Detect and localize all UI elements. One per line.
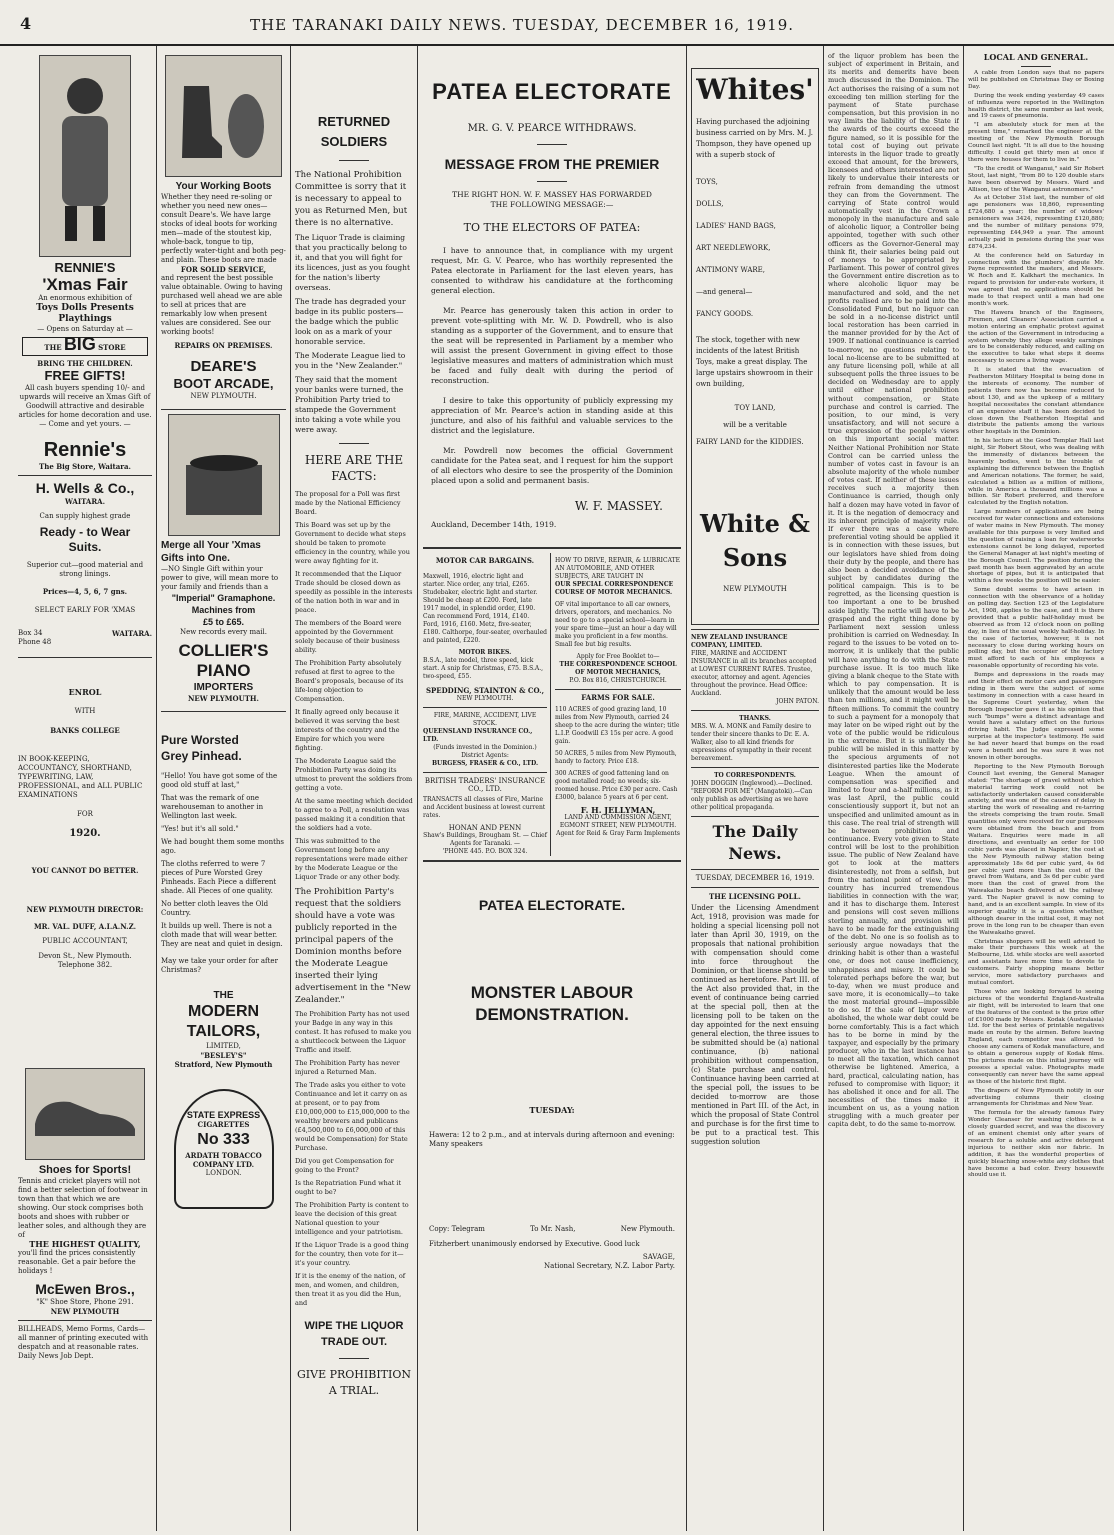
collier-name: COLLIER'S <box>178 641 269 660</box>
pure-paragraph: "Hello! You have got some of the good old stuff at last," <box>161 772 278 789</box>
corr-text: OF vital importance to all car owners, drivers, operators, and mechanics. No need to go to a special school—learn in your spare time—just an hour a day will make you proficient in a few months. Small fee but big results. <box>555 601 677 648</box>
editorial-p1: Under the Licensing Amendment Act, 1918, provision was made for holding a special licensing poll not later than April 30, 1919, on the proposals that national prohibition with compensation should come into force throughout the Dominion, or that license should be continued as heretofore. Part III. of the Act also provided that, in the event of continuance being carried at the special poll, then at the licensing poll to be taken on the day appointed for the next ensuing general election, the three issues to be submitted should be (a) national continuance, (b) national prohibition without compensation, (c) State purchase and control. Continuance having been carried at the special poll, the issues to be decided to-morrow are those mentioned in Part III. of the Act, in which the proposal of State Control and purchase is for the first time to be put to a practical test. This suggestion solution <box>691 904 819 1146</box>
wells-ready: Ready - to Wear <box>39 525 131 539</box>
fact-paragraph: The Moderate League said the Prohibition Party was doing its utmost to prevent the soldiers from getting a vote. <box>295 757 413 792</box>
british-addr: Shaw's Buildings, Brougham St. — Chief Agents for Taranaki. — <box>423 832 547 847</box>
banks-director-label: NEW PLYMOUTH DIRECTOR: <box>26 905 144 914</box>
collier-price: £5 to £65. <box>202 617 245 627</box>
patea-electorate-ad <box>423 78 681 529</box>
fact-paragraph: If the Liquor Trade is a good thing for the country, then vote for it—it's your country. <box>295 1241 409 1267</box>
big-store-logo: THE BIG STORE <box>22 337 148 356</box>
billheads-ad: BILLHEADS, Memo Forms, Cards—all manner of printing executed with despatch and at reasonable rates. Daily News Job Dept. <box>18 1325 149 1360</box>
banks-year: 1920. <box>69 828 101 839</box>
returned-p3: The trade has degraded your badge in its public posters—the badge which the public look on as a mark of your honorable service. <box>295 297 406 346</box>
news-item: A cable from London says that no papers will be published on Christmas Day or Boxing Day. <box>968 70 1104 90</box>
banks-with: WITH <box>74 707 96 715</box>
column-3 <box>295 52 413 1530</box>
collier-imperial: "Imperial" Gramaphone. <box>171 593 276 603</box>
classifieds <box>423 553 681 856</box>
deare-ad <box>161 55 286 401</box>
tailors-the: THE <box>213 990 234 1001</box>
sports-shoe-illustration <box>25 1068 145 1160</box>
local-general-title: LOCAL AND GENERAL. <box>983 52 1089 62</box>
returned-title: RETURNED <box>317 114 391 129</box>
mcewen-shop: "K" Shoe Store, Phone 291. <box>36 1298 134 1306</box>
rennie-line: Playthings <box>58 314 112 324</box>
wells-suits: Suits. <box>68 540 102 554</box>
fact-paragraph-emphasis: The Prohibition Party's request that the soldiers should have a vote was publicly reported in the principal papers of the Dominion months before the Moderate League inserted their lying advertisement in the "New Zealander." <box>295 887 411 1005</box>
whites-item: ANTIMONY WARE, <box>696 266 765 274</box>
corr-school: THE CORRESPONDENCE SCHOOL OF MOTOR MECHANICS, <box>559 661 677 676</box>
patea-paragraph: Mr. Pearce has generously taken this action in order to prevent vote-splitting with Mr. W. D. Powdrell, who is also standing as a supporter of the Government, and to ensure that the seat will be represented in Parliament by a member who will assist the present Government in giving effect to those legislative measures and matters of administration which must be faced and fully dealt with during the period of reconstruction. <box>431 306 673 385</box>
boot-icon <box>174 66 274 166</box>
whites-item: ART NEEDLEWORK, <box>696 244 771 252</box>
whites-text: Having purchased the adjoining business carried on by Mrs. M. J. Thompson, they have opened up with a superb stock of <box>696 118 814 159</box>
corr-head-2: TO CORRESPONDENTS. <box>714 772 796 779</box>
motor-head: MOTOR CAR BARGAINS. <box>435 556 535 565</box>
pure-paragraph: We had bought them some months ago. <box>161 838 285 855</box>
page-number: 4 <box>20 14 32 33</box>
banks-enrol: ENROL <box>68 687 102 697</box>
labour-savage: SAVAGE, <box>642 1253 675 1261</box>
tailors-besley: "BESLEY'S" <box>200 1051 247 1060</box>
news-item: The formula for the already famous Fairy Wonder Cleanser for washing clothes is a closely guarded secret, and was the discovery of an eminent chemist only after years of research for a soluble and active detergent injurious to neither skin nor fabric. In addition, it has the wonderful properties of quickly bleaching snow-white any clothes that have become a bad color. Every housewife should use it. <box>968 1110 1104 1179</box>
returned-p5: They said that the moment your banks were turned, the Prohibition Party tried to stampede the Government into taking a vote while you were away. <box>295 375 404 434</box>
column-5 <box>691 52 819 1530</box>
banks-subjects: IN BOOK-KEEPING, ACCOUNTANCY, SHORTHAND, TYPEWRITING, LAW, PROFESSIONAL, and ALL PUBLIC EXAMINATIONS <box>18 755 143 799</box>
british-name: BRITISH TRADERS' INSURANCE CO., LTD. <box>424 777 546 793</box>
thanks-head: THANKS. <box>739 715 771 722</box>
pure-paragraph: "Yes! but it's all sold." <box>161 825 239 833</box>
patea-sub: MR. G. V. PEARCE WITHDRAWS. <box>467 123 637 134</box>
editorial <box>691 821 819 1147</box>
farm-listing: 300 ACRES of good fattening land on good metalled road; no weeds; six-roomed house. Price £30 per acre. Cash £3000, balance 5 years at 6 per cent. <box>555 770 678 801</box>
patea-paragraph: Mr. Powdrell now becomes the official Government candidate for the Patea seat, and I request for him the support of all electors who desire to see the prosperity of the Dominion placed upon a solid and permanent basis. <box>431 446 673 485</box>
farms-head: FARMS FOR SALE. <box>581 693 655 702</box>
labour-fitz: Fitzherbert unanimously endorsed by Executive. Good luck <box>429 1240 640 1248</box>
column-rule <box>156 46 157 1531</box>
column-2 <box>161 52 286 1530</box>
mcewen-town: NEW PLYMOUTH <box>50 1307 120 1316</box>
banks-ad <box>18 688 152 1048</box>
farm-listing: 50 ACRES, 5 miles from New Plymouth, handy to factory. Price £18. <box>555 750 677 765</box>
fact-paragraph: The Prohibition Party has not used your Badge in any way in this contest. It has refused to make you a shuttlecock between the Liquor Traffic and itself. <box>295 1010 412 1054</box>
labour-day: TUESDAY: <box>529 1105 575 1115</box>
rennie-gifts: FREE GIFTS! <box>44 368 126 383</box>
labour-hawera: Hawera: 12 to 2 p.m., and at intervals during afternoon and evening: Many speakers <box>429 1131 675 1148</box>
returned-p2: The Liquor Trade is claiming that you practically belong to it, and that you will fight for its licences, just as you fought for the nation's liberty overseas. <box>295 233 411 292</box>
column-7 <box>968 52 1104 1530</box>
wipe-title: WIPE THE LIQUOR <box>304 1320 404 1332</box>
patea-paragraph: I have to announce that, in compliance with my urgent request, Mr. G. V. Pearce, who has worthily represented the Patea electorate in Parliament for the last eleven years, has consented to withdraw his candidature at the forthcoming general election. <box>431 246 673 295</box>
state-express-logo: STATE EXPRESS CIGARETTES No 333 ARDATH TOBACCO COMPANY LTD. LONDON. <box>174 1089 274 1209</box>
fact-paragraph: The members of the Board were appointed by the Government solely because of their business ability. <box>295 619 402 654</box>
rennie-line: An enormous exhibition of <box>38 294 132 302</box>
editorial-date: TUESDAY, DECEMBER 16, 1919. <box>695 874 815 882</box>
news-item: At the conference held on Saturday in connection with the plumbers' dispute Mr. Payne represented the masters, and Messrs. W. Roch and E. Kalkhart the mechanics. In regard to provision for under-rate workers, it was agreed that no applications should be made to that respect until a man had one month's work. <box>968 252 1104 307</box>
rennie-gifts-text: All cash buyers spending 10/- and upwards will receive an Xmas Gift of Goodwill attractive and desirable articles for home decoration and use. — Come and yet yours. — <box>18 384 152 428</box>
column-4 <box>423 52 681 1530</box>
pure-paragraph: The cloths referred to were 7 pieces of Pure Worsted Grey Pinheads. Each Piece a different shade. All Pieces of one quality. <box>161 860 277 895</box>
news-item: Large numbers of applications are being received for water connections and extensions of water mains in New Plymouth. The money available for this purpose is very limited and the question of raising a loan for waterworks extensions cannot be long delayed, reported the General Manager at last night's meeting of the Borough Council. The position during the past month has been aggravated by an acute shortage of pipes, but it is anticipated that within a few weeks the position will be easier. <box>968 509 1104 585</box>
whites-item: TOYS, <box>696 178 718 186</box>
rennie-line: Toys Dolls Presents <box>36 303 134 313</box>
collier-records: New records every mail. <box>179 628 268 636</box>
mcewen-ad <box>18 1068 152 1316</box>
whites-item: LADIES' HAND BAGS, <box>696 222 776 230</box>
whites-item: —and general— <box>696 288 753 296</box>
rennie-line: — Opens on Saturday at — <box>37 325 133 333</box>
patea-title: PATEA ELECTORATE <box>432 79 672 104</box>
banks-college: BANKS COLLEGE <box>50 726 120 735</box>
rennie-title-2: 'Xmas Fair <box>42 275 128 294</box>
collier-name-2: PIANO <box>196 661 251 680</box>
fact-paragraph: The proposal for a Poll was first made by the National Efficiency Board. <box>295 490 401 516</box>
corr-t1: JOHN DOGGIN (Inglewood).—Declined. <box>691 780 813 787</box>
tailors-name: MODERN <box>187 1003 260 1020</box>
santa-icon <box>50 66 120 246</box>
pure-paragraph: That was the remark of one warehouseman to another in Wellington last week. <box>161 794 264 820</box>
deare-text-2: and represent the best possible value obtainable. Owing to having purchased well ahead we are able to sell at prices that are remarkably low when present values are considered. See our working boots! <box>161 274 283 336</box>
news-item: Christmas shoppers will be well advised to make their purchases this week at the Melbourne, Ltd. while stocks are well assorted and assistants have more time to devote to customers. Fairly shopping means better service, more satisfactory purchases and mutual comfort. <box>968 938 1104 986</box>
deare-town: NEW PLYMOUTH. <box>190 392 257 400</box>
wells-ad <box>18 480 152 647</box>
pure-paragraph: May we take your order for after Christmas? <box>161 957 278 974</box>
mcewen-text-2: you'll find the prices consistently reasonable. Get a pair before the holidays ! <box>18 1249 136 1275</box>
banks-for: FOR <box>77 810 93 818</box>
patea-sign: W. F. MASSEY. <box>574 499 663 513</box>
wells-early: SELECT EARLY FOR 'XMAS <box>34 606 136 614</box>
fact-paragraph: Is the Repatriation Fund what it ought to be? <box>295 1179 402 1196</box>
gramophone-icon <box>176 425 272 525</box>
column-rule <box>417 46 418 1531</box>
farms-reid: Agent for Reid & Gray Farm Implements <box>556 830 680 837</box>
whites-name: White & Sons <box>700 509 810 572</box>
mcewen-name: McEwen Bros., <box>35 1281 135 1297</box>
nzins-agent: JOHN PATON. <box>776 698 819 705</box>
news-item: In his lecture at the Good Templar Hall last night, Sir Robert Stout, who was dealing with the immensity of distances between the heavenly bodies, went to the trouble of explaining the difference between the English and American notations. The former, he said, calculated a billion as a million of millions, while in America a thousand millions was a billion. Sir Robert preferred, and therefore calculated by the English notation. <box>968 438 1104 507</box>
tailors-place: Stratford, New Plymouth <box>174 1060 273 1069</box>
labour-title: PATEA ELECTORATE. <box>478 897 626 913</box>
wells-name: H. Wells & Co., <box>35 480 135 496</box>
column-6 <box>828 52 959 1530</box>
column-rule <box>963 46 964 1531</box>
news-item: "I am absolutely stuck for men at the present time," remarked the engineer at the meeting of the New Plymouth Borough Council last night. "It is all due to the housing difficulty. I could get thirty men at once if there were houses for them to live in." <box>968 122 1104 163</box>
news-item: Reporting to the New Plymouth Borough Council last evening, the General Manager stated: "The shortage of gravel without which material tarring work could not be satisfactorily undertaken caused considerable anxiety, and was one of the causes of delay in starting the work of resealing and re-tarring the streets comprising the tram route. Small quantities only were received for our purposes were obtained from the beach and from Waitara. Enquiries were made in all directions, and eventually an order for 100 cubic yards was placed in Napier, the cost at the New Plymouth railway station being approximately 18s 6d per cubic yard, 4s 6d per cubic yard more than the cost of the gravel from Waitara, and 3s 6d per cubic yard more than the cost of gravel from the Waiwakaiho beach delivered at the railway yard. The Napier gravel is now coming to hand, and is an excellent sample. In view of its superior quality it is a question whether, although dearer in the initial cost, it may not prove in the long run to be cheaper than even the Waiwakaiho gravel. <box>968 763 1104 936</box>
fact-paragraph: It finally agreed only because it believed it was serving the best interests of the country and the Empire for which you were fighting. <box>295 708 400 752</box>
deare-name: DEARE'S <box>190 358 257 375</box>
fact-paragraph: The Prohibition Party is content to leave the decision of this great National question to your intelligence and your patriotism. <box>295 1201 409 1236</box>
queensland-agents: BURGESS, FRASER & CO., LTD. <box>431 760 539 767</box>
column-rule <box>290 46 291 1531</box>
fact-paragraph: The Prohibition Party absolutely refused at first to agree to the Board's proposals, because of its life-long objection to Compensation. <box>295 659 404 703</box>
nzins-text: FIRE, MARINE and ACCIDENT INSURANCE in all its branches accepted at LOWEST CURRENT RATES. Trustee, executor, attorney and agent. Agencies throughout the province. Head Office: Auckland. <box>691 650 817 697</box>
gramophone-illustration <box>168 414 280 536</box>
motor-town: NEW PLYMOUTH. <box>456 695 514 702</box>
modern-tailors-ad <box>161 732 286 1069</box>
whites-town: NEW PLYMOUTH <box>723 585 787 593</box>
wells-prices: Prices—4, 5, 6, 7 gns. <box>42 587 128 596</box>
whites-title: Whites' <box>696 73 814 106</box>
patea-forward: THE RIGHT HON. W. F. MASSEY HAS FORWARDED THE FOLLOWING MESSAGE:— <box>452 190 652 209</box>
santa-illustration <box>39 55 131 257</box>
corr-course: OUR SPECIAL CORRESPONDENCE COURSE OF MOTOR MECHANICS. <box>555 581 674 596</box>
whites-will: will be a veritable <box>723 421 787 429</box>
fact-paragraph: Did you get Compensation for going to the Front? <box>295 1157 394 1174</box>
rennie-bring: BRING THE CHILDREN. <box>37 359 133 368</box>
returned-p4: The Moderate League lied to you in the "New Zealander." <box>295 351 406 370</box>
boots-illustration <box>165 55 282 177</box>
fact-paragraph: It recommended that the Liquor Trade should be closed down as speedily as possible in the interests of the nation both in war and in peace. <box>295 570 413 614</box>
banks-tel: Telephone 382. <box>57 961 113 969</box>
page-header <box>0 0 1114 46</box>
nz-insurance-ad <box>691 634 819 706</box>
thanks-text: MRS. W. A. MONK and Family desire to tender their sincere thanks to Dr. E. A. Walker, also to all kind friends for expressions of sympathy in their recent bereavement. <box>691 723 812 762</box>
rennie-name: Rennie's <box>43 439 127 461</box>
news-item: The drapers of New Plymouth notify in our advertising columns their closing arrangements for Christmas and New Year. <box>968 1087 1104 1108</box>
mcewen-text: Tennis and cricket players will not find a better selection of footwear in town than that which we are showing. Our stock comprises both boots and shoes with rubber or leather soles, and although they are of <box>18 1177 148 1239</box>
whites-item: FANCY GOODS. <box>696 310 754 318</box>
news-item: Bumps and depressions in the roads may and their effect on motor cars and passengers riding in them were the subject of some testimony in connection with a case heard in the Supreme Court yesterday, when the Borough Inspector gave it as his opinion that such "bumps" were a distinct advantage and would have a salutary effect on the furious driving habit. The Judge expressed some surprise at the inspector's testimony. He said he had never heard that bumps on the road were a benefit and he was sure it was not known in other boroughs. <box>968 672 1104 761</box>
whites-toyland: TOY LAND, <box>734 404 776 412</box>
corr-t2: "REFORM FOR ME" (Mangatoki).—Can only publish as advertising as we have other political propaganda. <box>691 788 813 811</box>
news-item: As at October 31st last, the number of old age pensioners was 18,860, representing £724,680 a year; the number of widows' pensioners was 3424, representing £120,880; and the number of military pensions 979, representing £44,949 a year. The amount actually paid in pensions during the year was £874,234. <box>968 195 1104 250</box>
queensland-top: FIRE, MARINE, ACCIDENT, LIVE STOCK. <box>433 712 537 727</box>
facts-title-2: FACTS: <box>331 469 377 483</box>
classifieds-right <box>551 553 681 856</box>
mcewen-head: Shoes for Sports! <box>38 1164 132 1176</box>
motor-bikes: MOTOR BIKES. <box>458 649 512 656</box>
labour-ad <box>423 896 681 1271</box>
patea-body <box>431 246 673 486</box>
editorial-title: THE LICENSING POLL. <box>709 892 801 901</box>
corr-addr: P.O. Box 816, CHRISTCHURCH. <box>569 677 667 684</box>
motor-text: Maxwell, 1916, electric light and starter. Nice order, any trial, £265. Studebaker, electric light and starter. Should be cheap at £200. Ford, late 1917 model, in splendid order, £190. Can recommend Ford, 1914, £140. Ford, 1916, £160. Metz, five-seater, £180. Calthorpe, four-seater, overhauled and painted, £220. <box>423 573 547 644</box>
patea-paragraph: I desire to take this opportunity of publicly expressing my appreciation of Mr. Pearce's action in standing aside at this juncture, and also of his faithful and valuable services to the district and the legislature. <box>431 396 673 435</box>
masthead: THE TARANAKI DAILY NEWS. TUESDAY, DECEMBER 16, 1919. <box>250 16 795 34</box>
fact-paragraph: At the same meeting which decided to agree to a Poll, a resolution was passed making it a condition that the soldiers had a vote. <box>295 797 413 832</box>
corr-apply: Apply for Free Booklet to— <box>576 653 660 660</box>
wipe-title-2: TRADE OUT. <box>321 1336 387 1348</box>
labour-telegram: Copy: Telegram To Mr. Nash, New Plymouth. <box>429 1225 675 1233</box>
labour-big: MONSTER LABOUR DEMONSTRATION. <box>470 983 634 1024</box>
deare-repairs: REPAIRS ON PREMISES. <box>174 341 273 350</box>
column-1 <box>18 52 152 1530</box>
mcewen-quality: THE HIGHEST QUALITY, <box>29 1239 141 1249</box>
british-phone: 'PHONE 445. P.O. BOX 324. <box>442 848 528 855</box>
banks-better: YOU CANNOT DO BETTER. <box>31 866 139 875</box>
pure-paragraph: It builds up well. There is not a cloth made that will wear better. They are neat and quiet in design. <box>161 922 283 948</box>
collier-town: NEW PLYMOUTH. <box>188 694 259 703</box>
corr-head: HOW TO DRIVE, REPAIR, & LUBRICATE AN AUTOMOBILE, AND OTHER SUBJECTS, ARE TAUGHT IN <box>555 557 680 580</box>
banks-role: PUBLIC ACCOUNTANT, <box>42 937 128 945</box>
rennie-ad <box>18 55 152 471</box>
banks-address: Devon St., New Plymouth. <box>38 952 132 960</box>
tailors-name-2: TAILORS, <box>186 1023 261 1040</box>
wells-footer: Box 34 Phone 48 WAITARA. <box>18 629 152 646</box>
returned-title-2: SOLDIERS <box>320 134 388 149</box>
wells-quality: Superior cut—good material and strong linings. <box>26 561 144 578</box>
nzins-head: NEW ZEALAND INSURANCE COMPANY, LIMITED. <box>691 634 788 649</box>
rennie-title: RENNIE'S <box>54 260 116 275</box>
news-item: It is stated that the evacuation of Featherston Military Hospital is being done in the interests of economy. The number of patients there now has become reduced to about 130, and as the upkeep of a military hospital necessitates the constant attendance of an expensive staff it has been decided to close down the Featherston Hospital and distribute the patients among the various other hospitals in the Dominion. <box>968 367 1104 436</box>
thanks-notice <box>691 715 819 763</box>
pure-paragraph: No better cloth leaves the Old Country. <box>161 900 269 917</box>
whites-text-2: The stock, together with new incidents of the latest British Toys, make a great display. The large upstairs showroom in their own building, <box>696 336 813 388</box>
fact-paragraph: This Board was set up by the Government to decide what steps should be taken to promote efficiency in the country, while you were away fighting for it. <box>295 521 410 565</box>
patea-date: Auckland, December 14th, 1919. <box>431 520 557 529</box>
british-text: TRANSACTS all classes of Fire, Marine and Accident business at lowest current rates. <box>423 796 546 819</box>
editorial-masthead: The Daily News. <box>712 822 798 863</box>
collier-head: Merge all Your 'Xmas Gifts into One. <box>161 540 261 564</box>
banks-director: MR. VAL. DUFF, A.I.A.N.Z. <box>33 922 137 931</box>
news-item: "To the credit of Wanganui," said Sir Robert Stout, last night, "from 80 to 120 double stars have been observed by Messrs. Ward and Allison, two of the Wanganui astronomers." <box>968 165 1104 193</box>
state-express-ad <box>161 1089 286 1209</box>
news-item: Some doubt seems to have arisen in connection with the observance of a holiday on polling day. Section 123 of the Legislature Act, 1908, applies to the case, and it is there provided that a public half-holiday must be observed as from 12 o'clock noon on polling day, in lieu of the usual weekly half-holiday. In the case of factories, however, it is not necessary to close during working hours on polling day, but the occupier of the factory must afford to each of his employees a reasonable opportunity of recording his vote. <box>968 587 1104 670</box>
fact-paragraph: The Trade asks you either to vote Continuance and let it carry on as at present, or to pay from £10,000,000 to £15,000,000 to the wealthy brewers and publicans (£4,500,000 to £6,000,000 of this would be Compensation) for State Purchase. <box>295 1081 410 1152</box>
labour-sec: National Secretary, N.Z. Labor Party. <box>543 1262 675 1270</box>
give-title-2: A TRIAL. <box>328 1384 380 1397</box>
motor-firm: SPEDDING, STAINTON & CO., <box>425 686 545 695</box>
wells-supply: Can supply highest grade <box>39 512 131 520</box>
deare-service: FOR SOLID SERVICE, <box>180 265 267 274</box>
news-item: During the week ending yesterday 49 cases of influenza were reported in the Wellington health district, the same number as last week, and 19 cases of pneumonia. <box>968 92 1104 120</box>
whites-ad <box>691 68 819 625</box>
whites-items <box>696 171 814 325</box>
correspondents-notice <box>691 772 819 812</box>
shoe-icon <box>30 1084 140 1144</box>
facts-title: HERE ARE THE <box>304 453 404 467</box>
collier-text: —NO Single Gift within your power to give, will mean more to your family and friends than a <box>161 565 279 591</box>
queensland-note: (Funds invested in the Dominion.) District Agents: <box>433 744 537 759</box>
whites-item: DOLLS, <box>696 200 724 208</box>
queensland-name: QUEENSLAND INSURANCE CO., LTD. <box>423 728 533 743</box>
fact-paragraph: If it is the enemy of the nation, of men, and women, and children, then treat it as you did the Hun, and <box>295 1272 406 1307</box>
news-item: The Hawera branch of the Engineers, Firemen, and Cleaners' Association carried a motion entering an emphatic protest against the action of the Government in introducing a system whereby they allege weekly earnings are to be considerably reduced, and calling on the executive to take what steps it deems necessary to secure a living wage. <box>968 309 1104 365</box>
collier-machines: Machines from <box>191 605 256 615</box>
rennie-footer: The Big Store, Waitara. <box>39 462 131 471</box>
returned-p1: The National Prohibition Committee is sorry that it is necessary to appeal to you as Returned Men, but there is no alternative. <box>295 170 408 228</box>
news-item: Those who are looking forward to seeing pictures of the wonderful England-Australia air flight, will be interested to learn that one of the features of the contest is the prize offer of £1000 made by Messrs. Kodak (Australasia) Ltd. for the best series of printable negatives made en route by the airmen. Before leaving England, each competitor was allowed to choose any camera of Kodak manufacture, and to obtain a generous supply of Kodak films. The pictures made on this initial journey will possess a special value. Photographs made consequently can never have the same appeal as those of the historic first flight. <box>968 988 1104 1085</box>
column-rule <box>823 46 824 1531</box>
collier-name-3: IMPORTERS <box>193 682 254 693</box>
farms-co: LAND AND COMMISSION AGENT, EGMONT STREET, NEW PLYMOUTH. <box>559 814 677 829</box>
motor-bikes-text: B.S.A., late model, three speed, kick start. A snip for Christmas, £75. B.S.A., two-speed, £55. <box>423 657 544 680</box>
deare-name-2: BOOT ARCADE, <box>173 376 274 391</box>
collier-ad <box>161 414 286 703</box>
column-rule <box>686 46 687 1531</box>
farms-agent: F. H. JELLYMAN, <box>580 805 656 815</box>
local-general-items <box>968 70 1104 1179</box>
tailors-ltd: LIMITED, <box>206 1042 241 1050</box>
whites-fairy: FAIRY LAND for the KIDDIES. <box>696 438 804 446</box>
deare-text: Whether they need re-soling or whether you need new ones—consult Deare's. We have large stocks of ideal boots for working men—made of the stoutest kip, whole-back, tongue to tip, perfectly water-tight and both peg- and plain. These boots are made <box>161 193 286 264</box>
classifieds-left <box>423 553 551 856</box>
pure-head-2: Grey Pinhead. <box>161 749 242 763</box>
deare-head: Your Working Boots <box>175 181 272 192</box>
pure-head: Pure Worsted <box>161 733 239 747</box>
fact-paragraph: The Prohibition Party has never injured a Returned Man. <box>295 1059 400 1076</box>
fact-paragraph: This was submitted to the Government long before any representations were made either by the Moderate League or the Liquor Trade or any other body. <box>295 837 408 881</box>
farm-listing: 110 ACRES of good grazing land, 10 miles from New Plymouth, carried 24 sheep to the acre during the winter; title L.I.P. Goodwill £3 15s per acre. A good gain. <box>555 706 680 745</box>
wells-place: WAITARA. <box>64 497 106 506</box>
give-title: GIVE PROHIBITION <box>297 1368 411 1381</box>
british-agents: HONAN AND PENN <box>448 824 522 832</box>
patea-to: TO THE ELECTORS OF PATEA: <box>463 221 641 234</box>
patea-message: MESSAGE FROM THE PREMIER <box>444 156 660 172</box>
editorial-continued: of the liquor problem has been the subject of experiment in Britain, and its merits and demerits have been much discussed in the Dominion. The Act authorises the raising of a sum not exceeding ten million sterling for the payment of State purchase compensation, but this provision in no way limits the liability of the State if the awards of the courts exceed the figure named, so it is possible for the total cost of buying out private interests in the liquor trade to greatly exceed that amount, for the brewers, licensees and others interested are not likely to undervalue their interests or refrain from demanding the utmost they can from the Government. The carrying of State control would automatically vest in the Crown a monopoly in the manufacture and sale of alcoholic liquor, a Controller being appointed, together with such other officers as the Governor-General may think fit, their salaries being paid out of moneys to be appropriated by Parliament. This power of control gives the Government entire discretion as to where alcoholic liquor may be manufactured and sold, and the net profits realised are to be paid into the Consolidated Fund, but no liquor can be sold in a no-license district until local restoration has been carried in the manner provided for by the Act of 1909. If national continuance is carried to-morrow, no questions relating to local no-license are to be submitted at any future licensing poll, while at all subsequent polls the three issues to be decided on Wednesday are to apply until either national prohibition without compensation, or State purchase and control is carried. The position, to our mind, is very unsatisfactory, and will not secure a true expression of the people's views on this important social matter. Neither National Prohibition nor State Control can be carried unless the number of votes cast in favour is an absolute majority of the whole number of votes cast. If neither of these issues receives such a majority then Continuance is carried, though only half a dozen may have voted in favor of it. It is the negation of democracy and its inherent principle of majority rule. If ever there was a case where preferential voting should be applied it is in connection with these issues, but our legislators have shied from doing their duty by the people, and there has also been a decided avoidance of the subject by candidates during the political campaign. This is to be regretted, as the licensing question is too important a one to be brushed aside lightly. The nettle will have to be grasped and the right thing done by Parliament next session unless prohibition is carried on Wednesday. In regard to the issues to be voted on to-morrow, it is unlikely that the public will have anything to do with the State purchase issue. It is too much like giving a blank cheque to the State with which to pay compensation. It is unlikely that the amount would be less than ten millions, and it might well be fifteen millions. To commit the country to such a payment for a monopoly that may later on be wiped right out by the vote of the public would be ridiculous in the extreme. But it is unlikely the public will be misled in this matter by the specious arguments of not disinterested parties like the Moderate League. When the amount of compensation was specified and limited to four and a-half millions, as it was last April, the public could conscientiously support it, but not an unspecified and unlimited amount as in this case. The real trial of strength will be between prohibition and continuance. Every vote given to State control will be lost to the prohibition issue. The public of New Zealand have got to look at the matters disinterestedly, not from a selfish, but from the national point of view. The country has incurred tremendous liabilities in connection with the war, and it has to discharge them. Interest and pensions will cost seven millions sterling annually, and provision will have to be made for the extinguishing of the debt. No one is so foolish as to seriously argue nowadays that the drinking habit is other than a wasteful one, or does not cause inefficiency, unhappiness and misery. It could be tolerated perhaps before the war, but to-day, when we must produce and save more, it is economically—to take the most material ground—impossible to do so. If the sale of liquor were abolished, the whole war debt could be borne comfortably. This is a fact which has to be borne in mind by the taxpayer, and especially by the primary producer, who in the last instance has to meet all the taxation, which cannot otherwise be lightened. America, a hard, practical, calculating nation, has refused to compromise with liquor; it has abolished it once and for all. The necessities of the times make it incumbent on us, as a young nation struggling with a much greater per capita debt, to do the same to-morrow. <box>828 52 959 1129</box>
